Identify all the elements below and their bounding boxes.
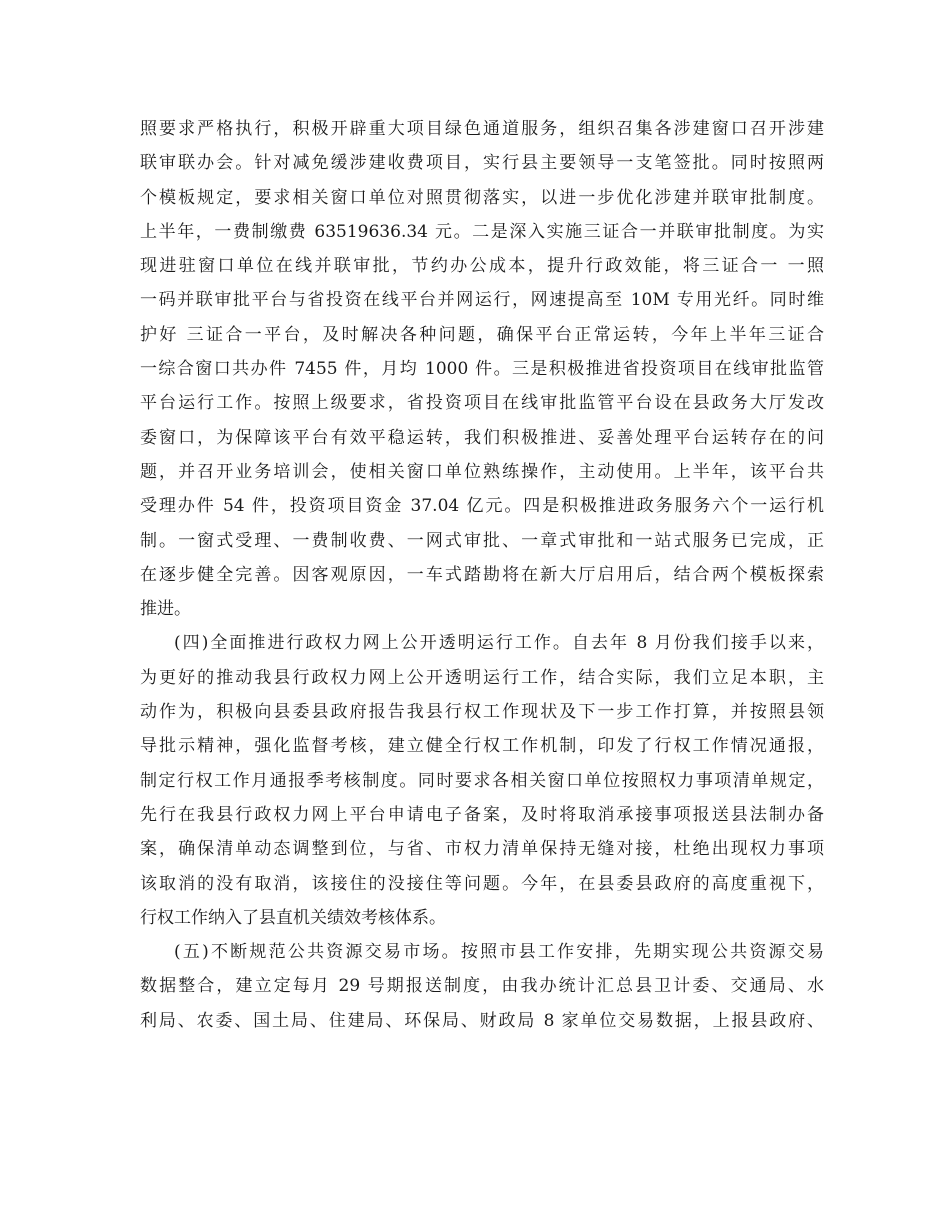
text-line: 在逐步健全完善。因客观原因，一车式踏勘将在新大厅启用后，结合两个模板探索 [140, 564, 824, 585]
text-line: 照要求严格执行，积极开辟重大项目绿色通道服务，组织召集各涉建窗口召开涉建 [140, 119, 824, 139]
text-line: 委窗口，为保障该平台有效平稳运转，我们积极推进、妥善处理平台运转存在的问 [140, 427, 824, 448]
text-line: 动作为，积极向县委县政府报告我县行权工作现状及下一步工作打算，并按照县领 [140, 702, 824, 723]
text-line: 制。一窗式受理、一费制收费、一网式审批、一章式审批和一站式服务已完成，正 [140, 530, 824, 551]
paragraph-3 [140, 935, 824, 1038]
text-line: 上半年，一费制缴费 63519636.34 元。二是深入实施三证合一并联审批制度。为实 [140, 221, 824, 242]
text-line: 导批示精神，强化监督考核，建立健全行权工作机制，印发了行权工作情况通报， [140, 736, 824, 757]
text-line: 为更好的推动我县行政权力网上公开透明运行工作，结合实际，我们立足本职，主 [140, 667, 824, 688]
text-line: 一码并联审批平台与省投资在线平台并网运行，网速提高至 10M 专用光纤。同时维 [140, 290, 824, 311]
text-line: 现进驻窗口单位在线并联审批，节约办公成本，提升行政效能，将三证合一 一照 [140, 256, 824, 277]
text-line: 平台运行工作。按照上级要求，省投资项目在线审批监管平台设在县政务大厅发改 [140, 393, 824, 414]
text-line: 护好 三证合一平台，及时解决各种问题，确保平台正常运转，今年上半年三证合 [140, 324, 824, 345]
text-line: 制定行权工作月通报季考核制度。同时要求各相关窗口单位按照权力事项清单规定， [140, 770, 824, 791]
text-line: (四)全面推进行政权力网上公开透明运行工作。自去年 8 月份我们接手以来， [174, 633, 824, 654]
text-line: 题，并召开业务培训会，使相关窗口单位熟练操作，主动使用。上半年，该平台共 [140, 461, 824, 482]
text-line: 一综合窗口共办件 7455 件，月均 1000 件。三是积极推进省投资项目在线审批监管 [140, 359, 824, 380]
paragraph-1 [140, 112, 824, 626]
paragraph-2 [140, 626, 824, 935]
document-body [140, 112, 824, 1038]
text-line: 个模板规定，要求相关窗口单位对照贯彻落实，以进一步优化涉建并联审批制度。 [140, 187, 824, 208]
text-line: 案，确保清单动态调整到位，与省、市权力清单保持无缝对接，杜绝出现权力事项 [140, 839, 824, 860]
text-line: 行权工作纳入了县直机关绩效考核体系。 [140, 907, 446, 928]
text-line: 先行在我县行政权力网上平台申请电子备案，及时将取消承接事项报送县法制办备 [140, 804, 824, 825]
text-line: 该取消的没有取消，该接住的没接住等问题。今年，在县委县政府的高度重视下， [140, 873, 824, 894]
text-line: 数据整合，建立定每月 29 号期报送制度，由我办统计汇总县卫计委、交通局、水 [140, 976, 824, 997]
text-line: 利局、农委、国土局、住建局、环保局、财政局 8 家单位交易数据，上报县政府、 [140, 1010, 824, 1031]
text-line: 受理办件 54 件，投资项目资金 37.04 亿元。四是积极推进政务服务六个一运行机 [140, 496, 824, 517]
text-line: (五)不断规范公共资源交易市场。按照市县工作安排，先期实现公共资源交易 [174, 942, 824, 963]
text-line: 联审联办会。针对减免缓涉建收费项目，实行县主要领导一支笔签批。同时按照两 [140, 153, 824, 174]
text-line: 推进。 [140, 599, 191, 620]
